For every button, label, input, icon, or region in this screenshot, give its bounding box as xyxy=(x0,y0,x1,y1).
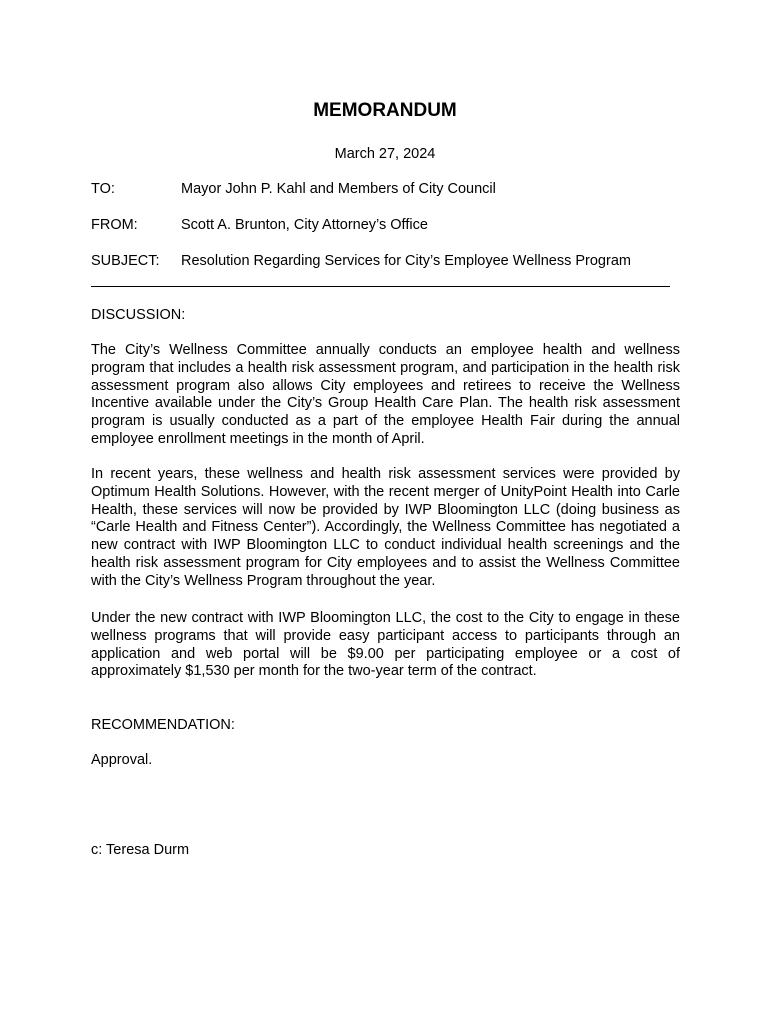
recommendation-heading: RECOMMENDATION: xyxy=(91,717,235,733)
header-divider xyxy=(91,286,670,287)
discussion-heading: DISCUSSION: xyxy=(91,307,186,323)
memo-date: March 27, 2024 xyxy=(334,146,436,162)
memo-title: MEMORANDUM xyxy=(313,100,457,121)
to-value: Mayor John P. Kahl and Members of City Council xyxy=(181,181,496,197)
from-label: FROM: xyxy=(91,217,138,233)
subject-value: Resolution Regarding Services for City’s Employee Wellness Program xyxy=(181,253,631,269)
discussion-paragraph-1: The City’s Wellness Committee annually conducts an employee health and wellness program that includes a health risk assessment program, and participation in the health risk assessment program also allows City employees and retirees to receive the Wellness Incentive available under the City’s Group Health Care Plan. The health risk assessment program is usually conducted as a part of the employee Health Fair during the annual employee enrollment meetings in the month of April. xyxy=(91,342,680,447)
discussion-paragraph-3: Under the new contract with IWP Bloomington LLC, the cost to the City to engage in these wellness programs that will provide easy participant access to participants through an application and web portal will be $9.00 per participating employee or a cost of approximately $1,530 per month for the two-year term of the contract. xyxy=(91,610,680,680)
recommendation-text: Approval. xyxy=(91,752,153,768)
subject-label: SUBJECT: xyxy=(91,253,160,269)
from-value: Scott A. Brunton, City Attorney’s Office xyxy=(181,217,428,233)
cc-line: c: Teresa Durm xyxy=(91,842,190,858)
discussion-paragraph-2: In recent years, these wellness and health risk assessment services were provided by Optimum Health Solutions. However, with the recent merger of UnityPoint Health into Carle Health, these services will now be provided by IWP Bloomington LLC (doing business as “Carle Health and Fitness Center”). Accordingly, the Wellness Committee has negotiated a new contract with IWP Bloomington LLC to conduct individual health screenings and the health risk assessment program for City employees and to assist the Wellness Committee with the City’s Wellness Program throughout the year. xyxy=(91,466,680,589)
to-label: TO: xyxy=(91,181,115,197)
